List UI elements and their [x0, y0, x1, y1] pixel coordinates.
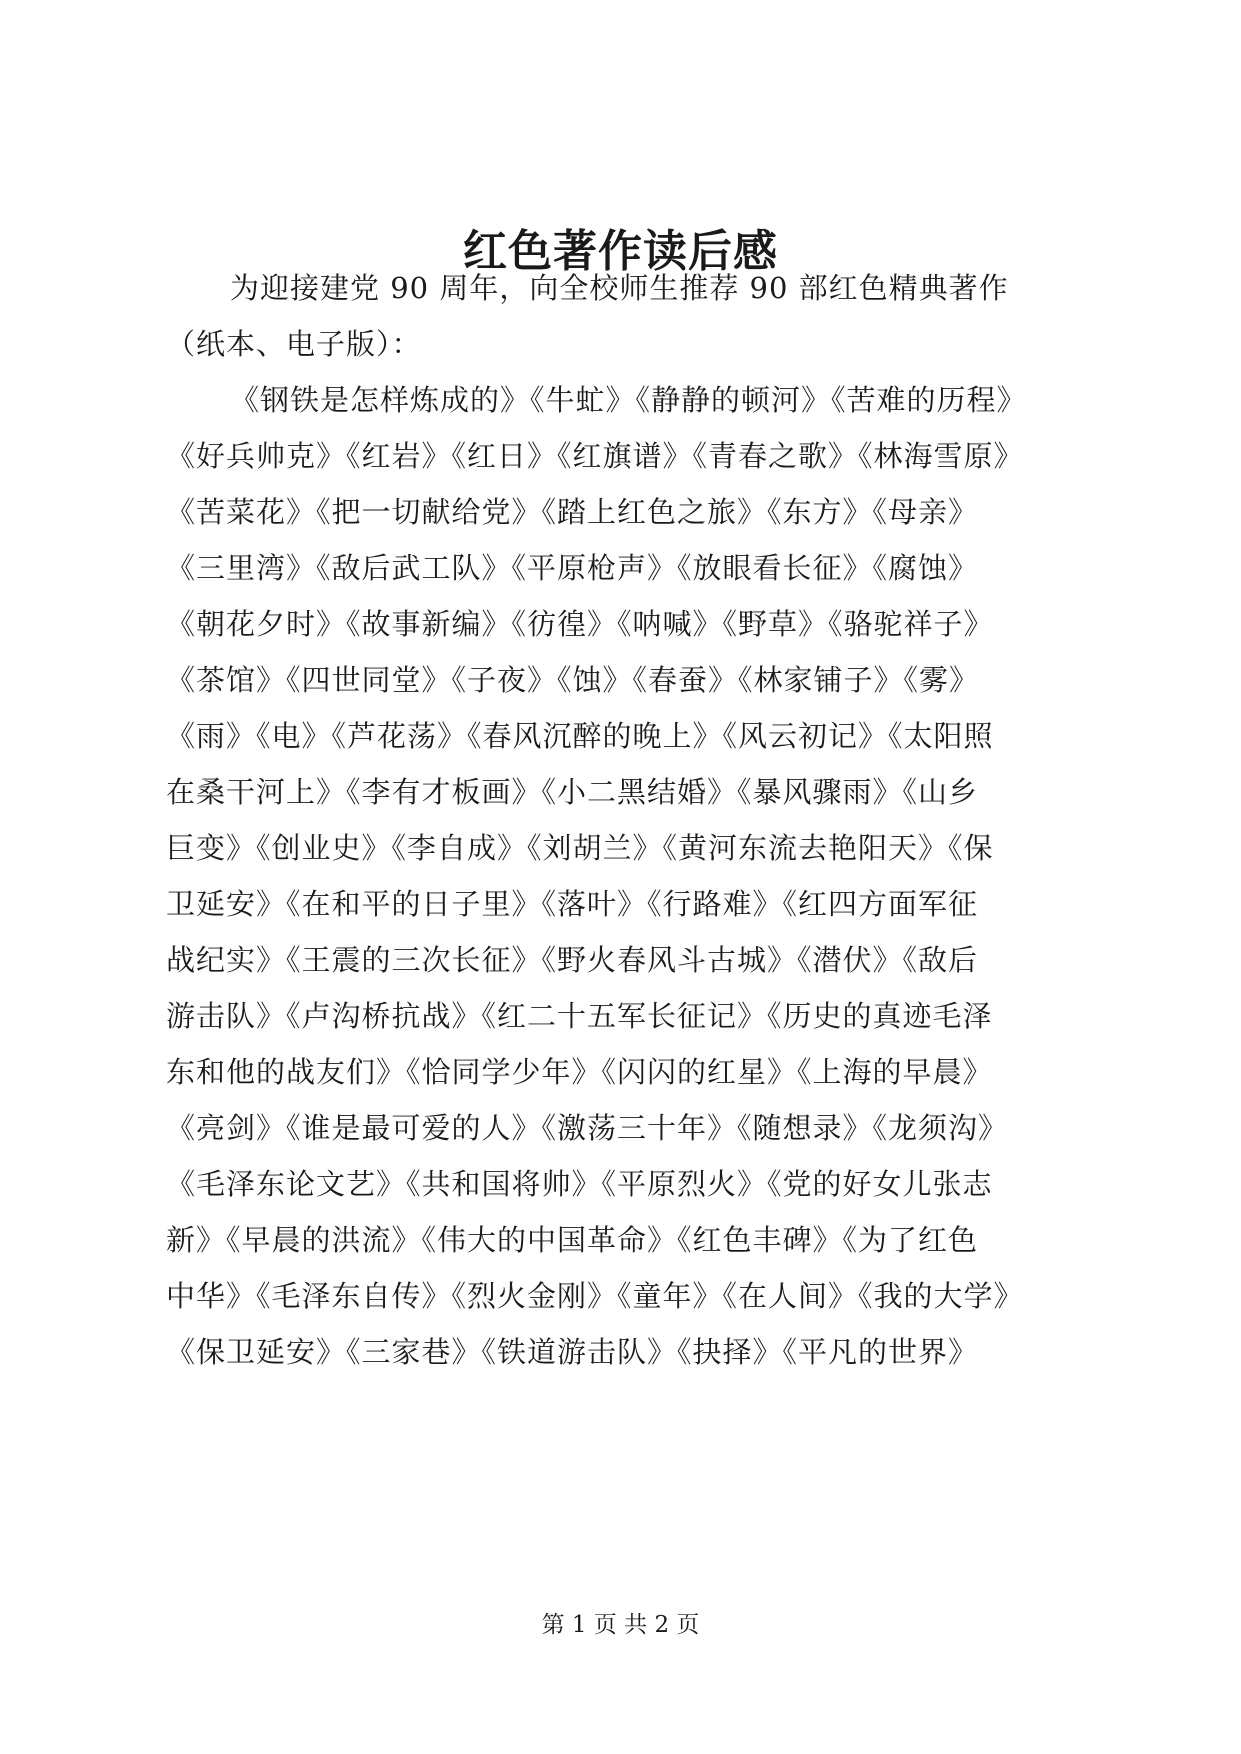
paragraph-line: 《茶馆》《四世同堂》《子夜》《蚀》《春蚕》《林家铺子》《雾》	[166, 663, 980, 697]
paragraph-line: 《苦菜花》《把一切献给党》《踏上红色之旅》《东方》《母亲》	[166, 495, 979, 529]
page-footer: 第 1 页 共 2 页	[541, 1612, 700, 1638]
paragraph-line: 在桑干河上》《李有才板画》《小二黑结婚》《暴风骤雨》《山乡	[166, 775, 979, 809]
paragraph-line: 卫延安》《在和平的日子里》《落叶》《行路难》《红四方面军征	[166, 887, 979, 921]
paragraph-line: （纸本、电子版）：	[166, 327, 422, 361]
paragraph-line: 新》《早晨的洪流》《伟大的中国革命》《红色丰碑》《为了红色	[166, 1223, 979, 1257]
paragraph-line: 《雨》《电》《芦花荡》《春风沉醉的晚上》《风云初记》《太阳照	[166, 719, 994, 753]
paragraph-line: 战纪实》《王震的三次长征》《野火春风斗古城》《潜伏》《敌后	[166, 943, 979, 977]
paragraph-line: 《保卫延安》《三家巷》《铁道游击队》《抉择》《平凡的世界》	[166, 1335, 979, 1369]
paragraph-line: 《三里湾》《敌后武工队》《平原枪声》《放眼看长征》《腐蚀》	[166, 551, 979, 585]
paragraph-line: 游击队》《卢沟桥抗战》《红二十五军长征记》《历史的真迹毛泽	[166, 999, 993, 1033]
paragraph-line: 巨变》《创业史》《李自成》《刘胡兰》《黄河东流去艳阳天》《保	[166, 831, 994, 865]
paragraph-line: 东和他的战友们》《恰同学少年》《闪闪的红星》《上海的早晨》	[166, 1055, 993, 1089]
paragraph-line: 为迎接建党 90 周年，向全校师生推荐 90 部红色精典著作	[230, 271, 1009, 305]
paragraph-line: 《毛泽东论文艺》《共和国将帅》《平原烈火》《党的好女儿张志	[166, 1167, 993, 1201]
document-title: 红色著作读后感	[463, 226, 778, 277]
paragraph-line: 《朝花夕时》《故事新编》《彷徨》《呐喊》《野草》《骆驼祥子》	[166, 607, 994, 641]
paragraph-line: 《钢铁是怎样炼成的》《牛虻》《静静的顿河》《苦难的历程》	[230, 383, 1027, 417]
paragraph-line: 《好兵帅克》《红岩》《红日》《红旗谱》《青春之歌》《林海雪原》	[166, 439, 1024, 473]
paragraph-line: 《亮剑》《谁是最可爱的人》《激荡三十年》《随想录》《龙须沟》	[166, 1111, 1009, 1145]
paragraph-line: 中华》《毛泽东自传》《烈火金刚》《童年》《在人间》《我的大学》	[166, 1279, 1024, 1313]
